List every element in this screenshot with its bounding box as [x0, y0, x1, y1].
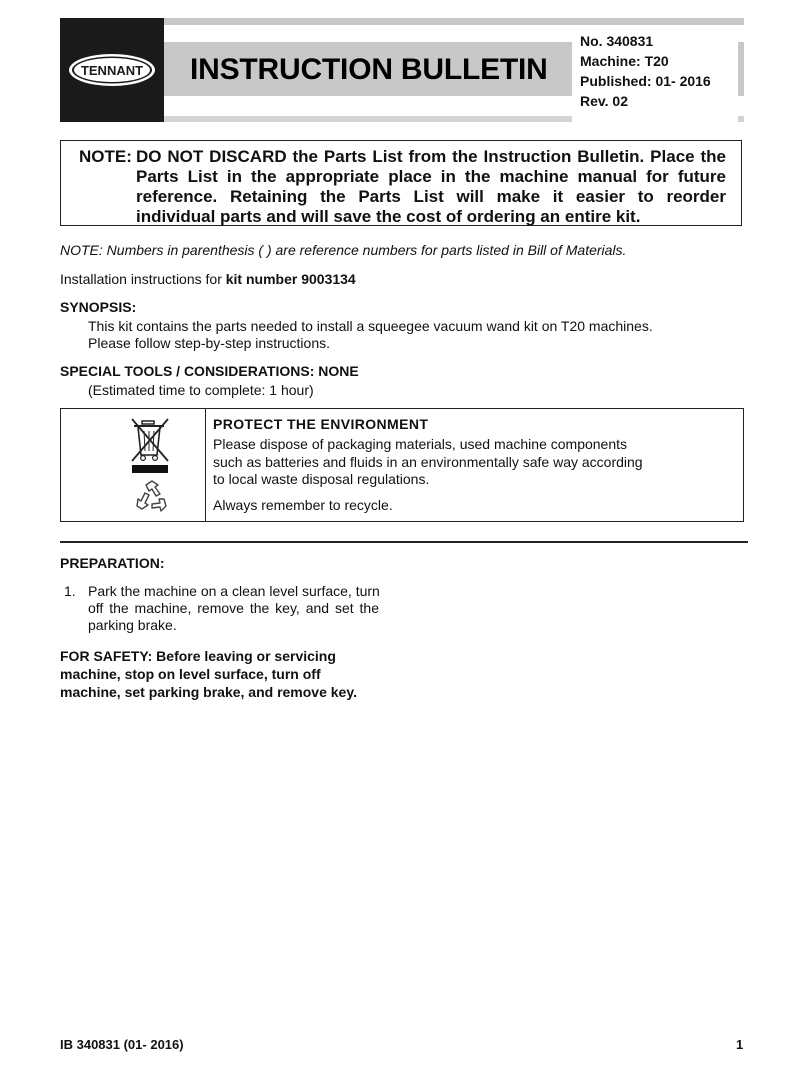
- synopsis-heading: SYNOPSIS:: [60, 299, 137, 315]
- machine-model: Machine: T20: [580, 53, 669, 69]
- safety-line-3: machine, set parking brake, and remove key.: [60, 684, 357, 700]
- step-line-3: parking brake.: [88, 617, 177, 633]
- preparation-heading: PREPARATION:: [60, 555, 165, 571]
- revision: Rev. 02: [580, 93, 628, 109]
- environment-line-3: to local waste disposal regulations.: [213, 471, 430, 487]
- environment-divider: [205, 409, 206, 521]
- recycle-reminder: Always remember to recycle.: [213, 497, 393, 513]
- step-line-1: Park the machine on a clean level surface, turn: [88, 583, 380, 599]
- section-rule: [60, 541, 748, 543]
- special-tools-heading: SPECIAL TOOLS / CONSIDERATIONS: NONE: [60, 363, 359, 379]
- safety-line-2: machine, stop on level surface, turn off: [60, 666, 321, 682]
- note-text: DO NOT DISCARD the Parts List from the Instruction Bulletin. Place the Parts List in the appropriate place in the machine manual for future reference. Retaining the Parts List will make it easier to reorder individual parts and will save the cost of ordering an entire kit.: [136, 147, 726, 226]
- crossed-bin-icon: [128, 417, 172, 475]
- kit-number: kit number 9003134: [225, 271, 356, 287]
- reference-note: NOTE: Numbers in parenthesis ( ) are reference numbers for parts listed in Bill of Materials.: [60, 242, 627, 258]
- step-line-2: off the machine, remove the key, and set the: [88, 600, 379, 616]
- environment-box: [60, 408, 744, 522]
- install-prefix: Installation instructions for: [60, 271, 226, 287]
- environment-line-2: such as batteries and fluids in an environmentally safe way according: [213, 454, 643, 470]
- discard-note-box: [60, 140, 742, 226]
- synopsis-line-2: Please follow step-by-step instructions.: [88, 335, 330, 351]
- bulletin-meta: [572, 28, 738, 122]
- page-number: 1: [736, 1037, 744, 1052]
- step-number: 1.: [64, 583, 76, 599]
- tennant-logo: [60, 18, 164, 122]
- footer-bulletin-id: IB 340831 (01- 2016): [60, 1037, 184, 1052]
- bulletin-number: No. 340831: [580, 33, 654, 49]
- synopsis-line-1: This kit contains the parts needed to install a squeegee vacuum wand kit on T20 machines.: [88, 318, 653, 334]
- safety-line-1: FOR SAFETY: Before leaving or servicing: [60, 648, 336, 664]
- bulletin-title: INSTRUCTION BULLETIN: [190, 53, 548, 86]
- recycle-icon: [133, 479, 171, 515]
- estimated-time: (Estimated time to complete: 1 hour): [88, 382, 314, 398]
- environment-line-1: Please dispose of packaging materials, used machine components: [213, 436, 628, 452]
- install-line: [60, 271, 356, 288]
- logo-graphic: [60, 18, 164, 122]
- note-prefix: NOTE:: [79, 147, 132, 166]
- environment-heading: PROTECT THE ENVIRONMENT: [213, 416, 429, 432]
- logo-text: TENNANT: [80, 63, 144, 78]
- published-date: Published: 01- 2016: [580, 73, 711, 89]
